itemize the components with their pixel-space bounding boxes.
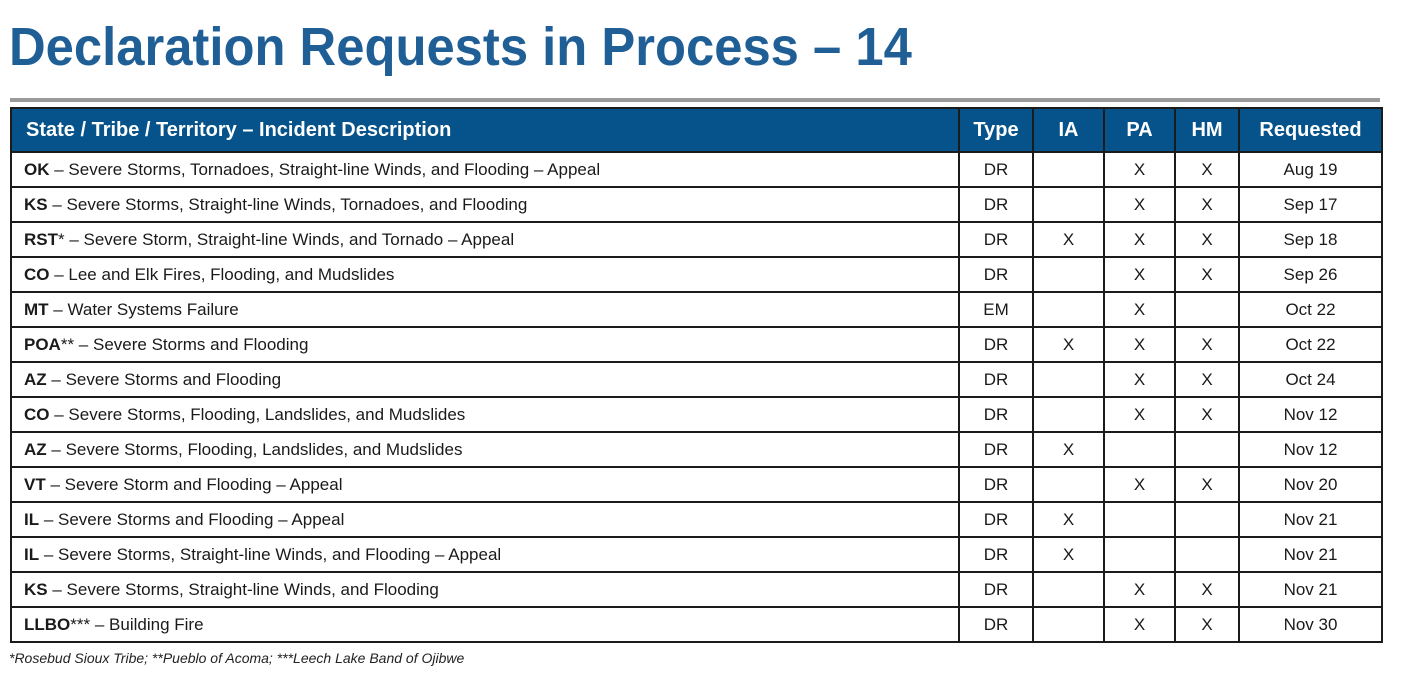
incident-description-cell <box>11 572 959 607</box>
incident-description: * – Severe Storm, Straight-line Winds, and Tornado – Appeal <box>58 229 515 249</box>
hm-cell: X <box>1175 467 1239 502</box>
type-cell: DR <box>959 537 1033 572</box>
type-cell: DR <box>959 257 1033 292</box>
incident-description-cell <box>11 537 959 572</box>
requested-date-cell: Nov 12 <box>1239 397 1382 432</box>
requested-date-cell: Aug 19 <box>1239 152 1382 187</box>
type-cell: DR <box>959 572 1033 607</box>
hm-cell: X <box>1175 152 1239 187</box>
requested-date-cell: Nov 12 <box>1239 432 1382 467</box>
incident-description: – Severe Storm and Flooding – Appeal <box>45 474 343 494</box>
incident-description-cell <box>11 187 959 222</box>
footnote: *Rosebud Sioux Tribe; **Pueblo of Acoma; ***Leech Lake Band of Ojibwe <box>9 650 465 666</box>
pa-cell: X <box>1104 607 1175 642</box>
requested-date-cell: Oct 22 <box>1239 292 1382 327</box>
ia-cell <box>1033 152 1104 187</box>
requested-date-cell: Oct 22 <box>1239 327 1382 362</box>
table-row <box>11 607 1382 642</box>
state-tribe-code: IL <box>24 509 40 529</box>
table-header-row <box>11 108 1382 152</box>
hm-cell <box>1175 502 1239 537</box>
table-row <box>11 327 1382 362</box>
table-row <box>11 397 1382 432</box>
table-row <box>11 152 1382 187</box>
table-row <box>11 502 1382 537</box>
hm-cell: X <box>1175 607 1239 642</box>
ia-cell <box>1033 607 1104 642</box>
column-header-pa: PA <box>1104 108 1175 152</box>
type-cell: DR <box>959 397 1033 432</box>
incident-description-cell <box>11 292 959 327</box>
state-tribe-code: AZ <box>24 369 47 389</box>
type-cell: DR <box>959 502 1033 537</box>
ia-cell <box>1033 187 1104 222</box>
ia-cell: X <box>1033 327 1104 362</box>
type-cell: DR <box>959 432 1033 467</box>
pa-cell: X <box>1104 292 1175 327</box>
incident-description-cell <box>11 397 959 432</box>
incident-description-cell <box>11 222 959 257</box>
incident-description: – Lee and Elk Fires, Flooding, and Mudslides <box>49 264 395 284</box>
table-row <box>11 222 1382 257</box>
page-title: Declaration Requests in Process – 14 <box>9 17 912 77</box>
ia-cell <box>1033 257 1104 292</box>
column-header-description: State / Tribe / Territory – Incident Description <box>11 108 959 152</box>
type-cell: DR <box>959 152 1033 187</box>
table-row <box>11 362 1382 397</box>
table-row <box>11 537 1382 572</box>
pa-cell: X <box>1104 362 1175 397</box>
state-tribe-code: AZ <box>24 439 47 459</box>
incident-description-cell <box>11 362 959 397</box>
incident-description: – Severe Storms, Flooding, Landslides, and Mudslides <box>49 404 466 424</box>
requested-date-cell: Oct 24 <box>1239 362 1382 397</box>
hm-cell: X <box>1175 397 1239 432</box>
state-tribe-code: POA <box>24 334 61 354</box>
pa-cell <box>1104 432 1175 467</box>
incident-description-cell <box>11 257 959 292</box>
ia-cell <box>1033 292 1104 327</box>
pa-cell: X <box>1104 152 1175 187</box>
table-row <box>11 467 1382 502</box>
type-cell: DR <box>959 222 1033 257</box>
incident-description: – Water Systems Failure <box>48 299 239 319</box>
type-cell: DR <box>959 327 1033 362</box>
hm-cell <box>1175 537 1239 572</box>
ia-cell: X <box>1033 222 1104 257</box>
type-cell: EM <box>959 292 1033 327</box>
hm-cell: X <box>1175 572 1239 607</box>
incident-description: – Severe Storms, Flooding, Landslides, and Mudslides <box>46 439 463 459</box>
hm-cell: X <box>1175 222 1239 257</box>
requested-date-cell: Sep 18 <box>1239 222 1382 257</box>
hm-cell: X <box>1175 327 1239 362</box>
title-divider <box>10 98 1380 102</box>
incident-description: – Severe Storms and Flooding – Appeal <box>39 509 345 529</box>
state-tribe-code: KS <box>24 194 48 214</box>
column-header-type: Type <box>959 108 1033 152</box>
incident-description-cell <box>11 327 959 362</box>
declaration-requests-table <box>10 107 1383 643</box>
state-tribe-code: OK <box>24 159 50 179</box>
pa-cell: X <box>1104 572 1175 607</box>
requested-date-cell: Nov 30 <box>1239 607 1382 642</box>
requested-date-cell: Nov 20 <box>1239 467 1382 502</box>
requested-date-cell: Nov 21 <box>1239 537 1382 572</box>
incident-description: ** – Severe Storms and Flooding <box>60 334 309 354</box>
state-tribe-code: RST <box>24 229 58 249</box>
table-row <box>11 257 1382 292</box>
pa-cell: X <box>1104 257 1175 292</box>
requested-date-cell: Nov 21 <box>1239 502 1382 537</box>
pa-cell <box>1104 502 1175 537</box>
column-header-ia: IA <box>1033 108 1104 152</box>
type-cell: DR <box>959 607 1033 642</box>
type-cell: DR <box>959 362 1033 397</box>
incident-description: – Severe Storms, Straight-line Winds, and Flooding <box>47 579 439 599</box>
incident-description: – Severe Storms and Flooding <box>46 369 282 389</box>
state-tribe-code: MT <box>24 299 49 319</box>
incident-description-cell <box>11 502 959 537</box>
incident-description: *** – Building Fire <box>70 614 204 634</box>
pa-cell <box>1104 537 1175 572</box>
ia-cell: X <box>1033 537 1104 572</box>
hm-cell: X <box>1175 257 1239 292</box>
incident-description: – Severe Storms, Tornadoes, Straight-line Winds, and Flooding – Appeal <box>49 159 601 179</box>
incident-description-cell <box>11 152 959 187</box>
requested-date-cell: Nov 21 <box>1239 572 1382 607</box>
requested-date-cell: Sep 26 <box>1239 257 1382 292</box>
ia-cell <box>1033 362 1104 397</box>
requested-date-cell: Sep 17 <box>1239 187 1382 222</box>
state-tribe-code: KS <box>24 579 48 599</box>
ia-cell: X <box>1033 502 1104 537</box>
state-tribe-code: LLBO <box>24 614 71 634</box>
hm-cell: X <box>1175 362 1239 397</box>
table-row <box>11 187 1382 222</box>
type-cell: DR <box>959 187 1033 222</box>
incident-description-cell <box>11 607 959 642</box>
table-row <box>11 572 1382 607</box>
ia-cell <box>1033 467 1104 502</box>
pa-cell: X <box>1104 222 1175 257</box>
column-header-hm: HM <box>1175 108 1239 152</box>
hm-cell <box>1175 432 1239 467</box>
table-row <box>11 432 1382 467</box>
hm-cell <box>1175 292 1239 327</box>
column-header-requested: Requested <box>1239 108 1382 152</box>
type-cell: DR <box>959 467 1033 502</box>
ia-cell <box>1033 397 1104 432</box>
ia-cell: X <box>1033 432 1104 467</box>
pa-cell: X <box>1104 327 1175 362</box>
incident-description: – Severe Storms, Straight-line Winds, and Flooding – Appeal <box>39 544 502 564</box>
ia-cell <box>1033 572 1104 607</box>
pa-cell: X <box>1104 467 1175 502</box>
hm-cell: X <box>1175 187 1239 222</box>
table-row <box>11 292 1382 327</box>
state-tribe-code: CO <box>24 404 50 424</box>
incident-description-cell <box>11 467 959 502</box>
state-tribe-code: VT <box>24 474 46 494</box>
state-tribe-code: CO <box>24 264 50 284</box>
state-tribe-code: IL <box>24 544 40 564</box>
incident-description: – Severe Storms, Straight-line Winds, Tornadoes, and Flooding <box>47 194 528 214</box>
pa-cell: X <box>1104 187 1175 222</box>
pa-cell: X <box>1104 397 1175 432</box>
incident-description-cell <box>11 432 959 467</box>
